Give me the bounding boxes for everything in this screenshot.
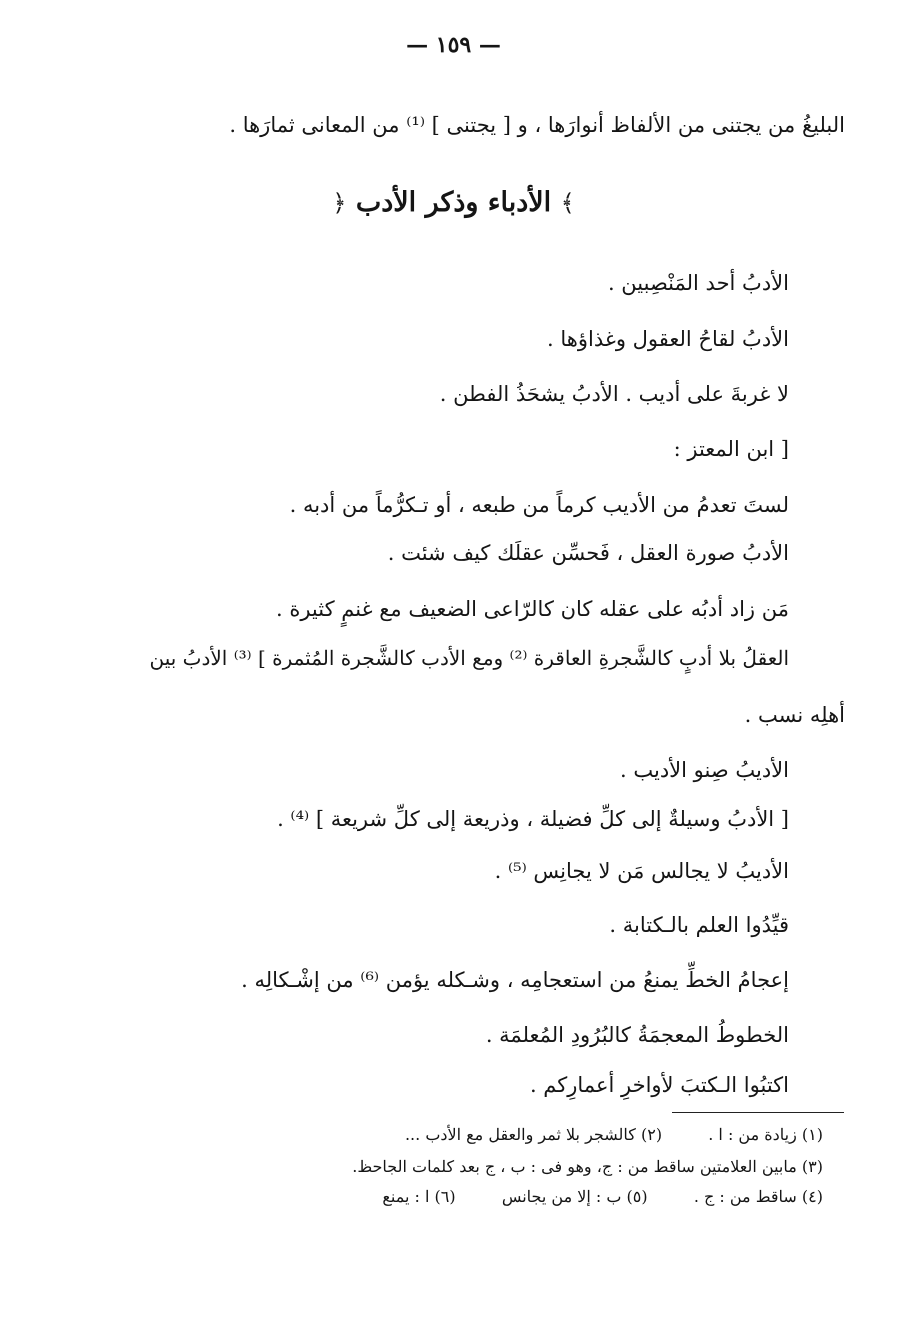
text-line: [ الأدبُ وسيلةٌ إلى كلِّ فضيلة ، وذريعة إلى كلِّ شريعة ] ⁽⁴⁾ . bbox=[277, 807, 789, 831]
footnote-separator bbox=[672, 1112, 844, 1113]
text-line: الأدبُ لقاحُ العقول وغذاؤها . bbox=[547, 327, 789, 351]
section-heading bbox=[0, 183, 907, 223]
text-line: لستَ تعدمُ من الأديب كرماً من طبعه ، أو تـكرُّماً من أدبه . bbox=[289, 493, 789, 517]
text-line: أهلِه نسب . bbox=[744, 703, 845, 727]
footnote-3: (٣) مابين العلامتين ساقط من : ج، وهو فى : ب ، ج بعد كلمات الجاحظ. bbox=[352, 1157, 823, 1176]
text-line: الأدبُ أحد المَنْصِبين . bbox=[607, 271, 789, 295]
text-line: مَن زاد أدبُه على عقله كان كالرّاعى الضعيف مع غنمٍ كثيرة . bbox=[275, 597, 789, 621]
heading-ornament-close: ﴿ bbox=[332, 189, 347, 217]
footnote-1: (١) زيادة من : ا . bbox=[708, 1125, 823, 1144]
footnote-row bbox=[405, 1124, 823, 1146]
footnote-2: (٢) كالشجر بلا ثمر والعقل مع الأدب ... bbox=[404, 1125, 663, 1144]
text-line: اكتبُوا الـكتبَ لأواخرِ أعمارِكم . bbox=[529, 1073, 789, 1097]
text-line: الأدبُ صورة العقل ، فَحسِّن عقلَك كيف شئت . bbox=[387, 541, 789, 565]
text-line: لا غربةَ على أديب . الأدبُ يشحَذُ الفطن . bbox=[439, 382, 789, 406]
page-number: — ١٥٩ — bbox=[406, 32, 501, 58]
text-line: الأديبُ لا يجالس مَن لا يجانِس ⁽⁵⁾ . bbox=[494, 859, 789, 883]
footnote-5: (٥) ب : إلا من يجانس bbox=[501, 1187, 648, 1206]
text-line: العقلُ بلا أدبٍ كالشَّجرةِ العاقرة ⁽²⁾ ومع الأدب كالشَّجرة المُثمرة ] ⁽³⁾ الأدبُ بين bbox=[149, 646, 789, 670]
footnote-4: (٤) ساقط من : ج . bbox=[693, 1187, 823, 1206]
text-line: [ ابن المعتز : bbox=[673, 437, 789, 461]
heading-title: الأدباء وذكر الأدب bbox=[355, 187, 552, 218]
text-line: الخطوطُ المعجمَةُ كالبُرُودِ المُعلمَة . bbox=[485, 1023, 789, 1047]
footnote-6: (٦) ا : يمنع bbox=[382, 1187, 456, 1206]
text-line: الأديبُ صِنو الأديب . bbox=[620, 758, 789, 782]
footnote-row bbox=[382, 1186, 823, 1208]
text-line: إعجامُ الخطِّ يمنعُ من استعجامِه ، وشـكله يؤمن ⁽⁶⁾ من إشْـكالِه . bbox=[241, 968, 789, 992]
intro-line: البليغُ من يجتنى من الألفاظ أنوارَها ، و [ يجتنى ] ⁽¹⁾ من المعانى ثمارَها . bbox=[229, 113, 845, 137]
heading-ornament-open: ﴾ bbox=[560, 189, 575, 217]
text-line: قيِّدُوا العلم بالـكتابة . bbox=[609, 913, 789, 937]
